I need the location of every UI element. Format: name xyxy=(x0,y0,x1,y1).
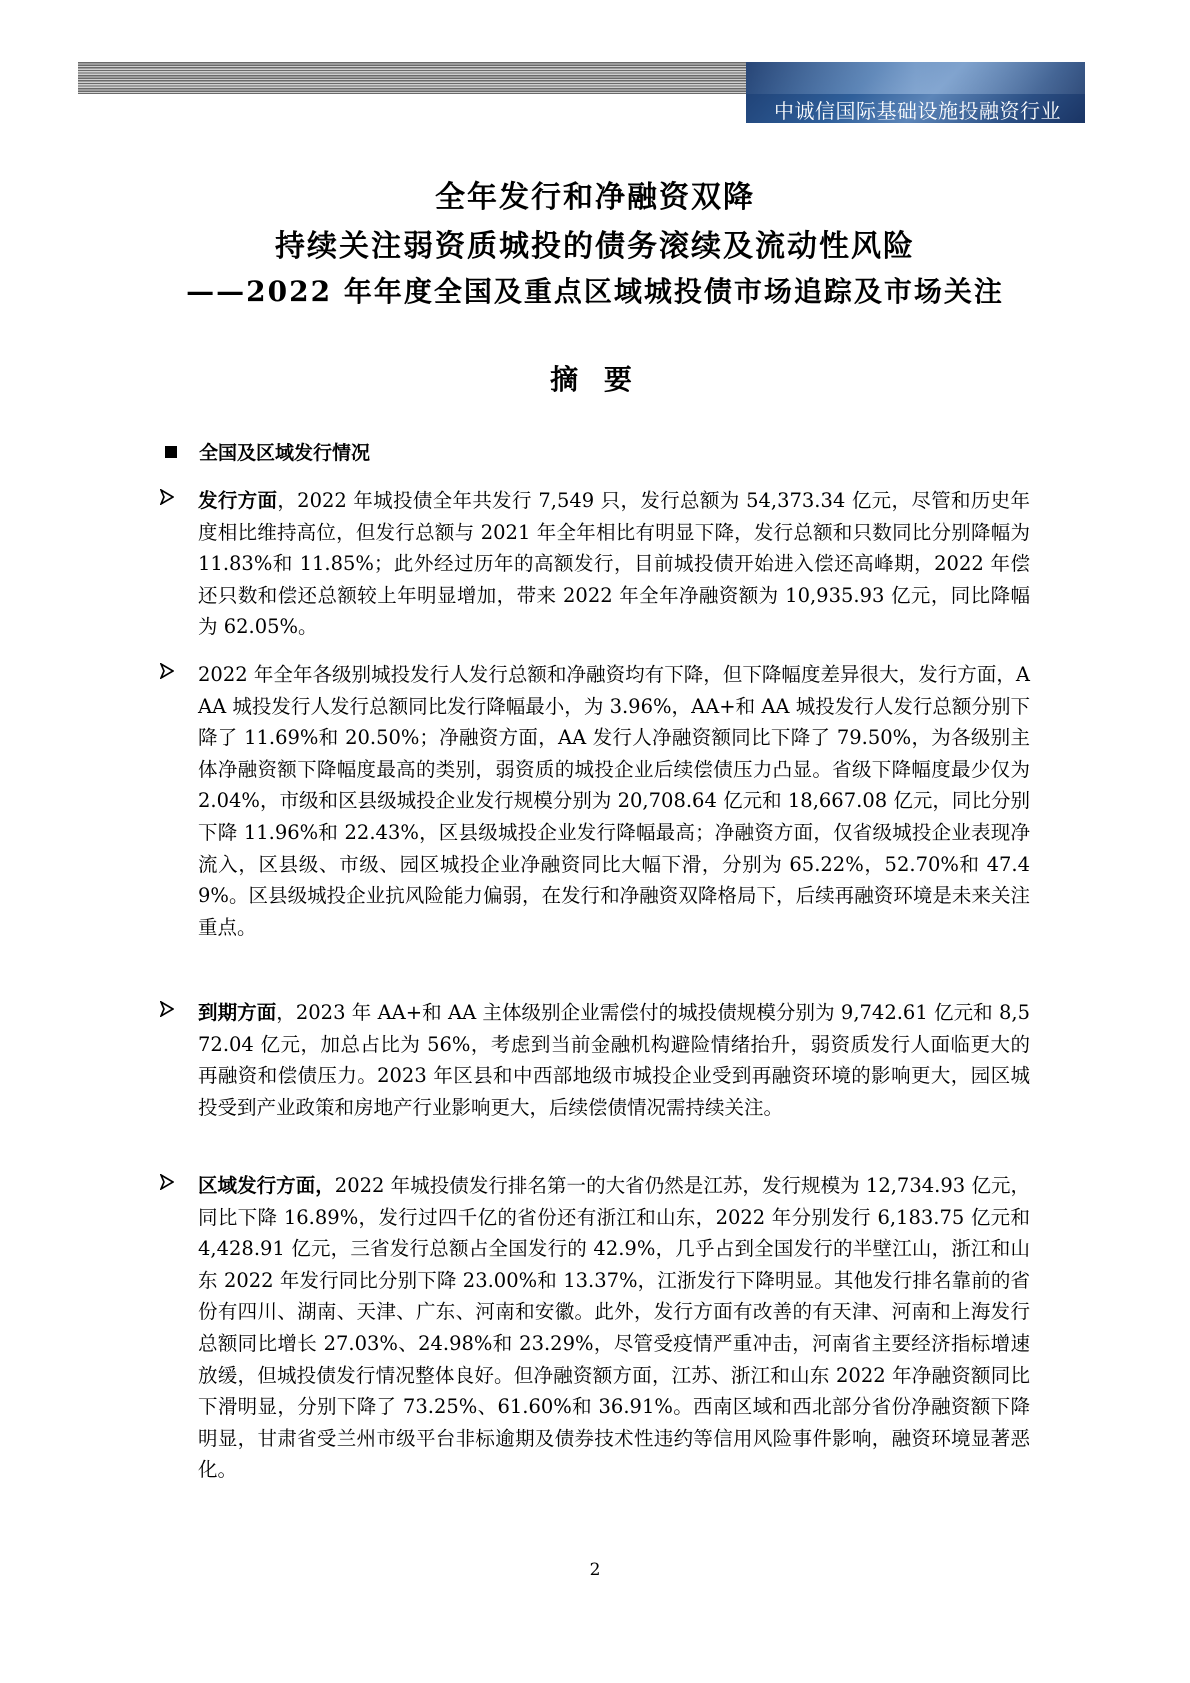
arrow-bullet-icon xyxy=(160,489,174,505)
bullet-paragraph xyxy=(198,1170,1030,1486)
bullet-item-rating-levels xyxy=(160,659,1030,943)
title-line-1: 全年发行和净融资双降 xyxy=(435,180,755,215)
bullet-text: ，2022 年城投债全年共发行 7,549 只，发行总额为 54,373.34 亿元，尽管和历史年度相比维持高位，但发行总额与 2021 年全年相比有明显下降，发行总额和只数同比分别降幅为 11.83%和 11.85%；此外经过历年的高额发行，目前城投债开始进入偿还高峰期，2022 年偿还只数和偿还总额较上年明显增加，带来 2022 年全年净融资额为 10,935.93 亿元，同比降幅为 62.05%。 xyxy=(198,489,1030,639)
arrow-bullet-icon xyxy=(160,1001,174,1017)
bullet-text: ，2023 年 AA+和 AA 主体级别企业需偿付的城投债规模分别为 9,742.61 亿元和 8,572.04 亿元，加总占比为 56%，考虑到当前金融机构避险情绪抬升，弱资质发行人面临更大的再融资和偿债压力。2023 年区县和中西部地级市城投企业受到再融资环境的影响更大，园区城投受到产业政策和房地产行业影响更大，后续偿债情况需持续关注。 xyxy=(198,1001,1030,1119)
bullet-item-maturity xyxy=(160,997,1030,1123)
section-heading-text: 全国及区域发行情况 xyxy=(199,442,371,464)
bullet-lead: 发行方面 xyxy=(198,489,278,512)
bullet-lead: 区域发行方面， xyxy=(198,1174,335,1197)
bullet-paragraph xyxy=(198,997,1030,1123)
page-number: 2 xyxy=(589,1560,601,1580)
header-stripe-bar xyxy=(78,62,746,94)
title-line-3: ——2022 年年度全国及重点区域城投债市场追踪及市场关注 xyxy=(186,275,1004,308)
bullet-lead: 到期方面 xyxy=(198,1001,277,1024)
bullet-paragraph xyxy=(198,485,1030,643)
arrow-bullet-icon xyxy=(160,1174,174,1190)
header-banner-graphic xyxy=(746,62,1085,94)
title-line-2: 持续关注弱资质城投的债务滚续及流动性风险 xyxy=(275,229,915,264)
bullet-text: 2022 年城投债发行排名第一的大省仍然是江苏，发行规模为 12,734.93 亿元，同比下降 16.89%，发行过四千亿的省份还有浙江和山东，2022 年分别发行 6,183.75 亿元和 4,428.91 亿元，三省发行总额占全国发行的 42.9%，几乎占到全国发行的半壁江山，浙江和山东 2022 年发行同比分别下降 23.00%和 13.37%，江浙发行下降明显。其他发行排名靠前的省份有四川、湖南、天津、广东、河南和安徽。此外，发行方面有改善的有天津、河南和上海发行总额同比增长 27.03%、24.98%和 23.29%，尽管受疫情严重冲击，河南省主要经济指标增速放缓，但城投债发行情况整体良好。但净融资额方面，江苏、浙江和山东 2022 年净融资额同比下滑明显，分别下降了 73.25%、61.60%和 36.91%。西南区域和西北部分省份净融资额下降明显，甘肃省受兰州市级平台非标逾期及债券技术性违约等信用风险事件影响，融资环境显著恶化。 xyxy=(198,1174,1030,1482)
summary-heading: 摘 要 xyxy=(550,363,640,396)
bullet-paragraph xyxy=(198,659,1030,943)
arrow-bullet-icon xyxy=(160,663,174,679)
bullet-item-regional xyxy=(160,1170,1030,1486)
square-bullet-icon xyxy=(165,446,177,458)
section-heading xyxy=(165,438,370,465)
header-org-name: 中诚信国际基础设施投融资行业 xyxy=(774,99,1061,123)
bullet-item-issuance xyxy=(160,485,1030,643)
bullet-text: 2022 年全年各级别城投发行人发行总额和净融资均有下降，但下降幅度差异很大，发行方面，AAA 城投发行人发行总额同比发行降幅最小，为 3.96%，AA+和 AA 城投发行人发行总额分别下降了 11.69%和 20.50%；净融资方面，AA 发行人净融资额同比下降了 79.50%，为各级别主体净融资额下降幅度最高的类别，弱资质的城投企业后续偿债压力凸显。省级下降幅度最少仅为 2.04%，市级和区县级城投企业发行规模分别为 20,708.64 亿元和 18,667.08 亿元，同比分别下降 11.96%和 22.43%，区县级城投企业发行降幅最高；净融资方面，仅省级城投企业表现净流入，区县级、市级、园区城投企业净融资同比大幅下滑，分别为 65.22%，52.70%和 47.49%。区县级城投企业抗风险能力偏弱，在发行和净融资双降格局下，后续再融资环境是未来关注重点。 xyxy=(198,663,1030,939)
header-banner xyxy=(746,62,1085,123)
